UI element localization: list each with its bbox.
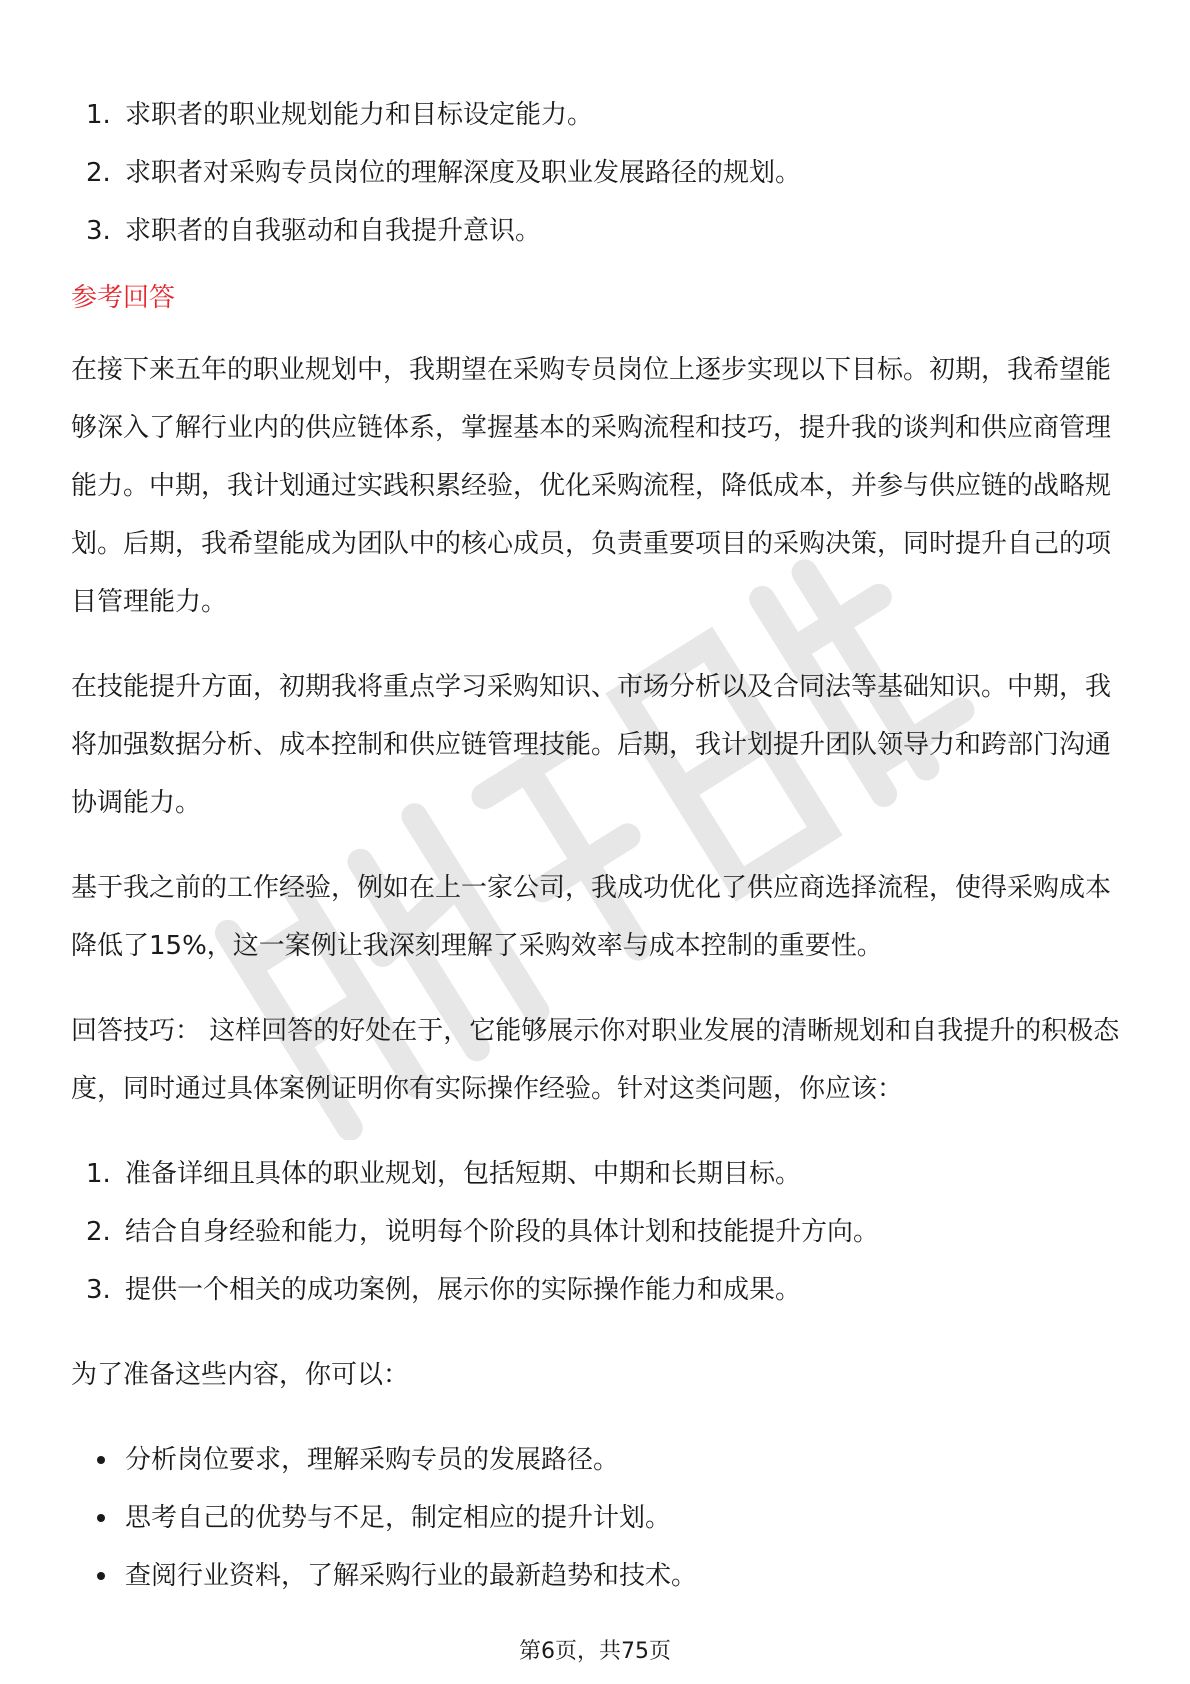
list-item	[71, 1261, 1121, 1319]
evaluation-points-list	[71, 86, 1121, 260]
list-number: 1.	[86, 100, 111, 130]
bullet-dot-icon	[97, 1456, 105, 1464]
tips-paragraph: 回答技巧： 这样回答的好处在于，它能够展示你对职业发展的清晰规划和自我提升的积极态度，同时通过具体案例证明你有实际操作经验。针对这类问题，你应该：	[71, 1016, 1120, 1104]
tips-list	[71, 1145, 1121, 1319]
bullet-item	[71, 1547, 1121, 1605]
list-item	[71, 86, 1121, 144]
document-body	[71, 86, 1121, 1605]
list-item	[71, 144, 1121, 202]
list-number: 3.	[86, 216, 111, 246]
bullet-text: 分析岗位要求，理解采购专员的发展路径。	[125, 1445, 620, 1475]
list-item-text: 提供一个相关的成功案例，展示你的实际操作能力和成果。	[125, 1275, 802, 1305]
bullet-text: 思考自己的优势与不足，制定相应的提升计划。	[125, 1503, 672, 1533]
list-number: 2.	[86, 1217, 111, 1247]
prepare-bullet-list	[71, 1431, 1121, 1605]
list-item	[71, 1145, 1121, 1203]
list-item-text: 准备详细且具体的职业规划，包括短期、中期和长期目标。	[125, 1159, 802, 1189]
answer-paragraph: 基于我之前的工作经验，例如在上一家公司，我成功优化了供应商选择流程，使得采购成本降低了15%，这一案例让我深刻理解了采购效率与成本控制的重要性。	[71, 873, 1112, 961]
bullet-text: 查阅行业资料，了解采购行业的最新趋势和技术。	[125, 1561, 698, 1591]
list-item-text: 求职者对采购专员岗位的理解深度及职业发展路径的规划。	[125, 158, 802, 188]
section-heading: 参考回答	[71, 283, 176, 313]
list-item-text: 求职者的职业规划能力和目标设定能力。	[125, 100, 594, 130]
list-number: 1.	[86, 1159, 111, 1189]
bullet-dot-icon	[97, 1514, 105, 1522]
answer-paragraph: 在技能提升方面，初期我将重点学习采购知识、市场分析以及合同法等基础知识。中期，我将加强数据分析、成本控制和供应链管理技能。后期，我计划提升团队领导力和跨部门沟通协调能力。	[71, 672, 1112, 818]
list-number: 3.	[86, 1275, 111, 1305]
prepare-intro: 为了准备这些内容，你可以：	[71, 1360, 410, 1390]
bullet-item	[71, 1431, 1121, 1489]
list-item-text: 求职者的自我驱动和自我提升意识。	[125, 216, 542, 246]
answer-paragraph: 在接下来五年的职业规划中，我期望在采购专员岗位上逐步实现以下目标。初期，我希望能够深入了解行业内的供应链体系，掌握基本的采购流程和技巧，提升我的谈判和供应商管理能力。中期，我计划通过实践积累经验，优化采购流程，降低成本，并参与供应链的战略规划。后期，我希望能成为团队中的核心成员，负责重要项目的采购决策，同时提升自己的项目管理能力。	[71, 355, 1112, 617]
bullet-item	[71, 1489, 1121, 1547]
list-number: 2.	[86, 158, 111, 188]
list-item	[71, 1203, 1121, 1261]
page-number: 第6页，共75页	[519, 1639, 671, 1664]
bullet-dot-icon	[97, 1572, 105, 1580]
list-item	[71, 202, 1121, 260]
list-item-text: 结合自身经验和能力，说明每个阶段的具体计划和技能提升方向。	[125, 1217, 880, 1247]
